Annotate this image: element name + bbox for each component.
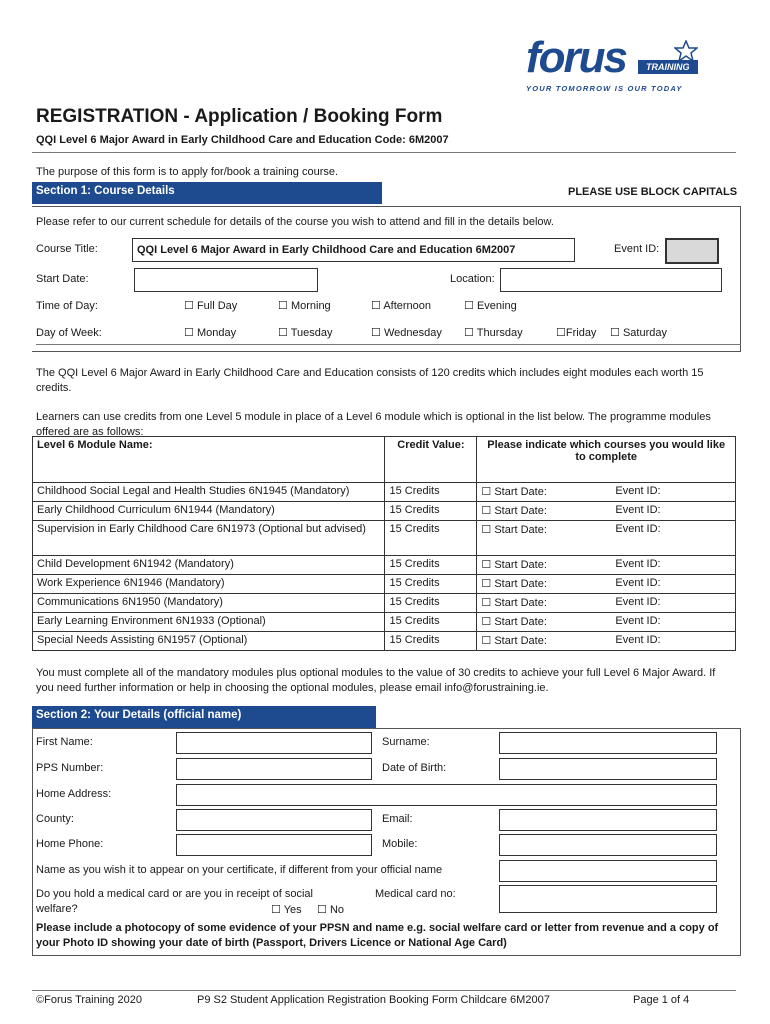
checkbox-tuesday[interactable]: ☐ Tuesday [278,327,333,339]
logo-tagline: YOUR TOMORROW IS OUR TODAY [526,84,683,93]
checkbox-icon[interactable]: ☐ [481,524,492,536]
table-row [33,483,736,502]
mobile-label: Mobile: [382,838,418,850]
start-date-label: Start Date: [494,635,547,647]
module-select-cell[interactable] [477,594,736,613]
checkbox-icon: ☐ [556,327,566,339]
checkbox-afternoon[interactable]: ☐ Afternoon [371,300,432,312]
modules-table [32,436,736,651]
credit-value-header: Credit Value: [385,437,477,483]
credit-value-cell: 15 Credits [385,483,477,502]
medical-card-no-field[interactable] [499,885,717,913]
home-address-label: Home Address: [36,788,112,800]
event-id-label: Event ID: [615,523,661,535]
star-icon [674,40,698,62]
checkbox-morning[interactable]: ☐ Morning [278,300,331,312]
checkbox-icon: ☐ [464,327,474,339]
module-name-cell: Work Experience 6N1946 (Mandatory) [33,575,385,594]
indicate-header: Please indicate which courses you would like to complete [477,437,736,483]
email-field[interactable] [499,809,717,831]
credit-value-cell: 15 Credits [385,556,477,575]
checkbox-icon[interactable]: ☐ [481,578,492,590]
section1-instruction: Please refer to our current schedule for details of the course you wish to attend and fill in the details below. [36,216,554,228]
surname-field[interactable] [499,732,717,754]
course-title-value: QQI Level 6 Major Award in Early Childhood Care and Education 6M2007 [137,244,516,256]
county-label: County: [36,813,74,825]
checkbox-friday[interactable]: ☐Friday [556,327,597,339]
page-title: REGISTRATION - Application / Booking Form [36,106,443,127]
module-name-cell: Early Childhood Curriculum 6N1944 (Mandatory) [33,502,385,521]
home-phone-label: Home Phone: [36,838,104,850]
header-divider [32,152,736,153]
intro-paragraph-1: The QQI Level 6 Major Award in Early Childhood Care and Education consists of 120 credits which includes eight modules each worth 15 credits. [36,367,704,394]
section1-heading: Section 1: Course Details [32,182,382,204]
certificate-name-label: Name as you wish it to appear on your certificate, if different from your official name [36,864,443,876]
checkbox-wednesday[interactable]: ☐ Wednesday [371,327,442,339]
checkbox-icon[interactable]: ☐ [481,505,492,517]
footer-document-name: P9 S2 Student Application Registration Booking Form Childcare 6M2007 [197,994,550,1006]
event-id-label: Event ID: [614,243,660,255]
pps-number-field[interactable] [176,758,372,780]
event-id-label: Event ID: [615,615,661,627]
footer-page-number: Page 1 of 4 [633,994,690,1006]
dob-label: Date of Birth: [382,762,447,774]
intro-paragraph-2: Learners can use credits from one Level 5 module in place of a Level 6 module which is optional in the list below. The programme modules offered are as follows: [36,411,711,438]
checkbox-full-day[interactable]: ☐ Full Day [184,300,238,312]
forus-logo [526,33,706,94]
credit-value-cell: 15 Credits [385,613,477,632]
checkbox-icon: ☐ [278,327,288,339]
footer-copyright: ©Forus Training 2020 [36,994,142,1006]
start-date-label: Start Date: [494,524,547,536]
start-date-label: Start Date: [494,616,547,628]
table-row [33,556,736,575]
section1-bottom-rule [36,344,741,345]
table-row [33,613,736,632]
module-name-cell: Child Development 6N1942 (Mandatory) [33,556,385,575]
location-field[interactable] [500,268,722,292]
certificate-name-field[interactable] [499,860,717,882]
module-name-cell: Supervision in Early Childhood Care 6N1973 (Optional but advised) [33,521,385,556]
table-row [33,521,736,556]
page-subtitle: QQI Level 6 Major Award in Early Childhood Care and Education Code: 6M2007 [36,134,449,146]
checkbox-saturday[interactable]: ☐ Saturday [610,327,667,339]
event-id-label: Event ID: [615,485,661,497]
dob-field[interactable] [499,758,717,780]
event-id-label: Event ID: [615,558,661,570]
module-select-cell[interactable] [477,632,736,651]
checkbox-icon[interactable]: ☐ [481,486,492,498]
module-name-cell: Communications 6N1950 (Mandatory) [33,594,385,613]
county-field[interactable] [176,809,372,831]
event-id-field[interactable] [665,238,719,264]
table-row [33,575,736,594]
start-date-label: Start Date: [494,505,547,517]
module-select-cell[interactable] [477,483,736,502]
logo-badge: TRAINING [638,60,698,74]
credit-value-cell: 15 Credits [385,594,477,613]
start-date-label: Start Date: [494,559,547,571]
table-header-row [33,437,736,483]
start-date-label: Start Date: [494,486,547,498]
surname-label: Surname: [382,736,430,748]
mandatory-note: You must complete all of the mandatory modules plus optional modules to the value of 30 credits to achieve your full Level 6 Major Award. If you need further information or help in choosing the optional modules, please email info@forustraining.ie. [36,667,716,694]
mobile-field[interactable] [499,834,717,856]
checkbox-icon: ☐ [184,300,194,312]
module-name-header: Level 6 Module Name: [33,437,385,483]
checkbox-icon[interactable]: ☐ [481,597,492,609]
first-name-label: First Name: [36,736,93,748]
section2-heading: Section 2: Your Details (official name) [32,706,376,728]
module-select-cell[interactable] [477,521,736,556]
footer-divider [32,990,736,991]
day-of-week-label: Day of Week: [36,327,102,339]
start-date-label: Start Date: [494,578,547,590]
table-row [33,502,736,521]
start-date-label: Start Date: [494,597,547,609]
table-row [33,632,736,651]
checkbox-yes[interactable]: ☐ Yes [271,904,302,916]
table-row [33,594,736,613]
checkbox-thursday[interactable]: ☐ Thursday [464,327,523,339]
checkbox-icon[interactable]: ☐ [481,559,492,571]
credit-value-cell: 15 Credits [385,632,477,651]
checkbox-icon: ☐ [317,904,327,916]
checkbox-monday[interactable]: ☐ Monday [184,327,237,339]
start-date-label: Start Date: [36,273,89,285]
checkbox-no[interactable]: ☐ No [317,904,344,916]
medical-card-no-label: Medical card no: [375,888,456,900]
checkbox-evening[interactable]: ☐ Evening [464,300,517,312]
module-select-cell[interactable] [477,613,736,632]
module-name-cell: Early Learning Environment 6N1933 (Optional) [33,613,385,632]
checkbox-icon: ☐ [278,300,288,312]
module-select-cell[interactable] [477,556,736,575]
checkbox-icon: ☐ [610,327,620,339]
start-date-field[interactable] [134,268,318,292]
checkbox-icon: ☐ [371,327,381,339]
credit-value-cell: 15 Credits [385,575,477,594]
event-id-label: Event ID: [615,577,661,589]
module-select-cell[interactable] [477,575,736,594]
home-address-field[interactable] [176,784,717,806]
medical-card-question: Do you hold a medical card or are you in receipt of social welfare? [36,888,313,915]
location-label: Location: [450,273,495,285]
purpose-text: The purpose of this form is to apply for/book a training course. [36,166,339,178]
checkbox-icon: ☐ [464,300,474,312]
credit-value-cell: 15 Credits [385,521,477,556]
pps-number-label: PPS Number: [36,762,104,774]
block-capitals-note: PLEASE USE BLOCK CAPITALS [568,186,738,198]
time-of-day-label: Time of Day: [36,300,98,312]
checkbox-icon: ☐ [271,904,281,916]
module-select-cell[interactable] [477,502,736,521]
module-name-cell: Childhood Social Legal and Health Studies 6N1945 (Mandatory) [33,483,385,502]
photo-id-note: Please include a photocopy of some evidence of your PPSN and name e.g. social welfare card or letter from revenue and a copy of your Photo ID showing your date of birth (Passport, Drivers Licence or National Age Card) [36,922,719,949]
event-id-label: Event ID: [615,596,661,608]
checkbox-icon[interactable]: ☐ [481,616,492,628]
home-phone-field[interactable] [176,834,372,856]
checkbox-icon: ☐ [371,300,381,312]
checkbox-icon[interactable]: ☐ [481,635,492,647]
course-title-label: Course Title: [36,243,98,255]
module-name-cell: Special Needs Assisting 6N1957 (Optional) [33,632,385,651]
first-name-field[interactable] [176,732,372,754]
event-id-label: Event ID: [615,634,661,646]
email-label: Email: [382,813,413,825]
event-id-label: Event ID: [615,504,661,516]
logo-wordmark: forus [526,33,626,82]
checkbox-icon: ☐ [184,327,194,339]
credit-value-cell: 15 Credits [385,502,477,521]
